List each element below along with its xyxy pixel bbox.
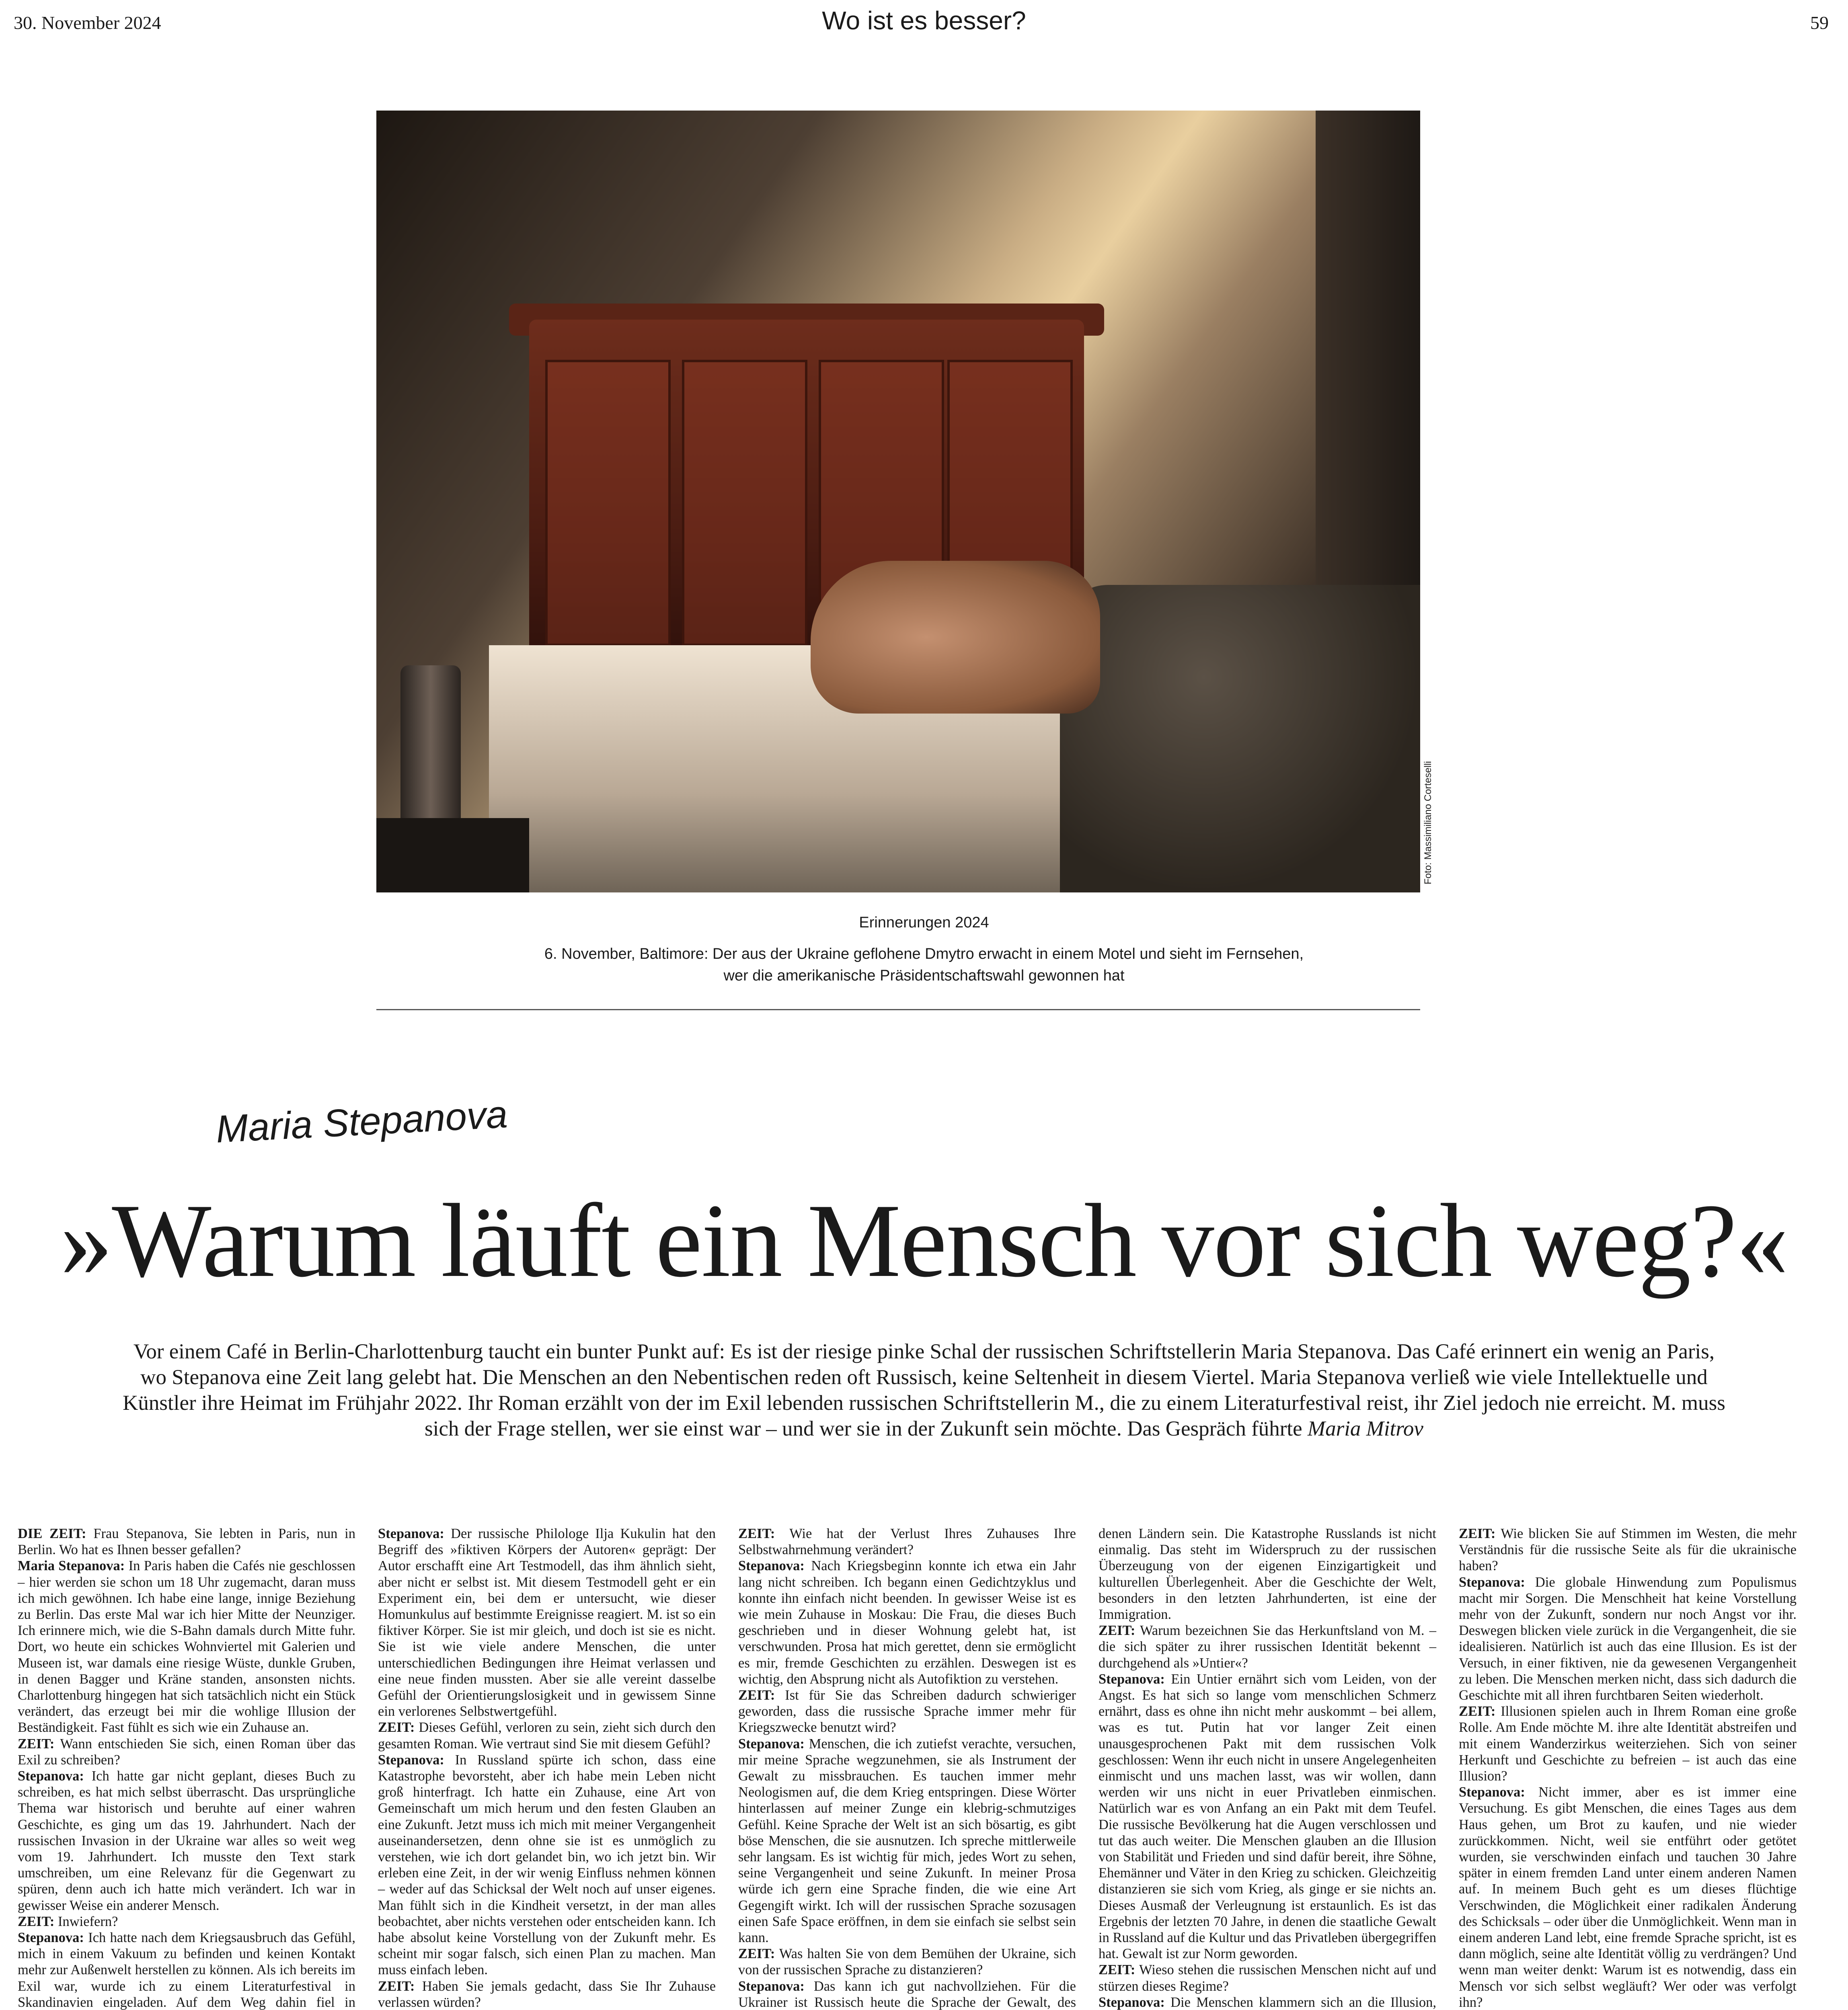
paragraph-text: Nach Kriegsbeginn konnte ich etwa ein Jahr lang nicht schreiben. Ich begann einen Gedichtzyklus und konnte ihn einfach nicht beenden. In gewisser Weise ist es wie mein Zuhause in Moskau: Die Frau, die dieses Buch geschrieben und in dieser Wohnung gelebt hat, ist verschwunden. Prosa hat mich gerettet, denn sie ermöglicht es mir, fremde Geschichten zu erzählen. Deswegen ist es wichtig, den Absprung nicht als Autofiktion zu verstehen. (738, 1558, 1076, 1687)
paragraph-text: Was halten Sie von dem Bemühen der Ukraine, sich von der russischen Sprache zu distanzieren? (738, 1946, 1076, 1978)
interview-paragraph (1099, 1671, 1436, 1962)
author-name: Maria Stepanova (215, 1093, 509, 1151)
paragraph-text: Inwiefern? (58, 1914, 118, 1929)
paragraph-text: Ein Untier ernährt sich vom Leiden, von der Angst. Es hat sich so lange vom menschlichen Schmerz ernährt, dass es ohne ihn nicht mehr auskommt – bei allem, was es tut. Putin hat vor langer Zeit einen unausgesprochenen Pakt mit dem russischen Volk geschlossen: Wenn ihr euch nicht in unsere Angelegenheiten einmischt und uns machen lasst, was wir wollen, dann werden wir uns nicht in euer Privatleben einmischen. Natürlich war es von Anfang an ein Pakt mit dem Teufel. Die russische Bevölkerung hat die Augen verschlossen und tut das auch weiter. Die Menschen glauben an die Illusion von Stabilität und Frieden und sind dafür bereit, ihre Söhne, Ehemänner und Väter in den Krieg zu schicken. Gleichzeitig distanzieren sie sich vom Krieg, als ginge er sie nichts an. Dieses Ausmaß der Verleugnung ist erstaunlich. Es ist das Ergebnis der letzten 70 Jahre, in denen die staatliche Gewalt in Russland auf die Kultur und das Privatleben übergegriffen hat. Gewalt ist zur Norm geworden. (1099, 1671, 1437, 1962)
speaker-label: ZEIT: (1459, 1526, 1496, 1541)
interview-paragraph (738, 1687, 1076, 1736)
issue-date: 30. November 2024 (14, 12, 161, 33)
speaker-label: ZEIT: (378, 1720, 415, 1735)
speaker-label: Stepanova: (18, 1930, 84, 1946)
text-column (1459, 1526, 1797, 2010)
photo-nightstand (376, 818, 529, 892)
paragraph-text: Illusionen spielen auch in Ihrem Roman eine große Rolle. Am Ende möchte M. ihre alte Identität abstreifen und mit einem Wanderzirkus weiterziehen. Sich von seiner Herkunft und Geschichte zu befreien – ist auch das eine Illusion? (1459, 1704, 1797, 1784)
text-column (738, 1526, 1076, 2010)
paragraph-text: In Paris haben die Cafés nie geschlossen – hier werden sie schon um 18 Uhr zugemacht, daran muss ich mich gewöhnen. Ich habe eine lange, innige Beziehung zu Berlin. Das erste Mal war ich hier Mitte der Neunziger. Ich erinnere mich, wie die S-Bahn damals durch Mitte fuhr. Dort, wo heute ein schickes Wohnviertel mit Galerien und Museen ist, war damals eine riesige Wüste, dunkle Gruben, in denen Bagger und Kräne standen, ansonsten nichts. Charlottenburg hingegen hat sich tatsächlich nicht ein Stück verändert, das erzeugt bei mir die wohlige Illusion der Beständigkeit. Fast fühlt es sich wie ein Zuhause an. (18, 1558, 356, 1735)
speaker-label: ZEIT: (738, 1946, 775, 1962)
speaker-label: Stepanova: (378, 1752, 444, 1768)
speaker-label: Stepanova: (1099, 1994, 1165, 2010)
speaker-label: Stepanova: (738, 1736, 805, 1752)
paragraph-text: Nicht immer, aber es ist immer eine Versuchung. Es gibt Menschen, die eines Tages aus dem Haus gehen, um Brot zu kaufen, und nie wieder zurückkommen. Nicht, weil sie entführt oder getötet wurden, sie verschwinden einfach und tauchen 30 Jahre später in einem fremden Land unter einem anderen Namen auf. In meinem Buch geht es um dieses flüchtige Verschwinden, die Möglichkeit einer radikalen Änderung des Schicksals – oder über die Unmöglichkeit. Wenn man in einem anderen Land lebt, eine fremde Sprache spricht, ist es dann möglich, seine alte Identität völlig zu verdrängen? Und wenn man weiter denkt: Warum ist es notwendig, dass ein Mensch vor sich selbst wegläuft? Wer oder was verfolgt ihn? (1459, 1784, 1797, 2010)
interview-paragraph (1459, 1526, 1797, 1574)
page-number: 59 (1810, 12, 1829, 33)
speaker-label: ZEIT: (1099, 1962, 1135, 1978)
intro-byline: Maria Mitrov (1307, 1417, 1423, 1440)
paragraph-text: Die Menschen klammern sich an die Illusion, (1170, 1994, 1437, 2010)
speaker-label: Stepanova: (18, 1768, 84, 1784)
paragraph-text: Wann entschieden Sie sich, einen Roman über das Exil zu schreiben? (18, 1736, 355, 1768)
interview-paragraph (18, 1736, 355, 1768)
paragraph-text: Der russische Philologe Ilja Kukulin hat den Begriff des »fiktiven Körpers der Autoren« geprägt: Der Autor erschafft eine Art Testmodell, das ihm ähnlich sieht, aber nicht er selbst ist. Mit diesem Testmodell geht er ein Experiment ein, bei dem er untersucht, wie dieser Homunkulus auf bestimmte Ereignisse reagiert. M. ist so ein fiktiver Körper. Sie ist mir gleich, und doch ist sie es nicht. Sie ist wie viele andere Menschen, die unter unterschiedlichen Bedingungen ihre Heimat verlassen und eine neue finden mussten. Aber sie alle vereint dasselbe Gefühl der Orientierungslosigkeit und in gewissem Sinne ein verlorenes Selbstwertgefühl. (378, 1526, 716, 1719)
interview-paragraph (1099, 1622, 1436, 1671)
interview-paragraph (1099, 1526, 1436, 1622)
speaker-label: ZEIT: (1099, 1623, 1135, 1639)
speaker-label: ZEIT: (18, 1736, 55, 1752)
interview-paragraph (1459, 1703, 1797, 1784)
speaker-label: ZEIT: (738, 1688, 775, 1703)
photo-person (811, 561, 1100, 714)
interview-paragraph (1459, 1784, 1797, 2010)
speaker-label: Stepanova: (378, 1526, 444, 1541)
caption-kicker: Erinnerungen 2024 (859, 914, 989, 931)
paragraph-text: Warum bezeichnen Sie das Herkunftsland von M. – die sich später zu ihrer russischen Identität bekennt – durchgehend als »Untier«? (1099, 1623, 1436, 1671)
interview-paragraph (1099, 1994, 1436, 2010)
interview-paragraph (738, 1736, 1076, 1946)
photo-blanket (1060, 585, 1420, 892)
intro-text (121, 1339, 1727, 1442)
interview-paragraph (378, 1526, 716, 1719)
speaker-label: Stepanova: (738, 1978, 805, 1994)
photo-headboard-panel (682, 360, 807, 646)
speaker-label: ZEIT: (18, 1914, 55, 1929)
speaker-label: ZEIT: (1459, 1704, 1496, 1719)
intro-body: Vor einem Café in Berlin-Charlottenburg taucht ein bunter Punkt auf: Es ist der riesige pinke Schal der russischen Schriftstellerin Maria Stepanova. Das Café erinnert ein wenig an Paris, wo Stepanova eine Zeit lang gelebt hat. Die Menschen an den Nebentischen reden oft Russisch, keine Seltenheit in diesem Viertel. Maria Stepanova verließ wie viele Intellektuelle und Künstler ihre Heimat im Frühjahr 2022. Ihr Roman erzählt von der im Exil lebenden russischen Schriftstellerin M., die zu einem Literaturfestival reist, ihr Ziel jedoch nie erreicht. M. muss sich der Frage stellen, wer sie einst war – und wer sie in der Zukunft sein möchte. Das Gespräch führte (123, 1340, 1725, 1440)
interview-paragraph (1459, 1574, 1797, 1704)
speaker-label: Stepanova: (1099, 1671, 1165, 1687)
section-title: Wo ist es besser? (822, 6, 1026, 35)
caption-line: wer die amerikanische Präsidentschaftswahl gewonnen hat (723, 967, 1125, 984)
text-column (18, 1526, 355, 2010)
paragraph-text: Ich hatte nach dem Kriegsausbruch das Gefühl, mich in einem Vakuum zu befinden und keinen Kontakt mehr zur Außenwelt herstellen zu können. Als ich bereits im Exil war, wurde ich zu einem Literaturfestival in Skandinavien eingeladen. Auf dem Weg dahin fiel in (18, 1930, 355, 2010)
interview-paragraph (738, 1946, 1076, 1978)
interview-paragraph (18, 1768, 355, 1914)
photo-credit: Foto: Massimiliano Corteselli (1423, 761, 1433, 884)
paragraph-text: Dieses Gefühl, verloren zu sein, zieht sich durch den gesamten Roman. Wie vertraut sind Sie mit diesem Gefühl? (378, 1720, 716, 1752)
speaker-label: Stepanova: (1459, 1574, 1525, 1590)
interview-paragraph (18, 1526, 355, 1558)
interview-paragraph (378, 1719, 716, 1752)
interview-paragraph (378, 1752, 716, 1978)
paragraph-text: Menschen, die ich zutiefst verachte, versuchen, mir meine Sprache wegzunehmen, sie als Instrument der Gewalt zu missbrauchen. Es tauchen immer mehr Neologismen auf, die dem Krieg entspringen. Diese Wörter hinterlassen auf meiner Zunge ein klebrig-schmutziges Gefühl. Keine Sprache der Welt ist an sich bösartig, es gibt böse Menschen, die sie ausnutzen. Ich spreche mittlerweile sehr langsam. Es ist wichtig für mich, jedes Wort zu sehen, seine Vergangenheit und seine Zukunft. In meiner Prosa würde ich gern eine Sprache finden, die wie eine Art Gegengift wirkt. Ich will der russischen Sprache sozusagen einen Safe Space eröffnen, in dem sie einfach sie selbst sein kann. (738, 1736, 1076, 1946)
speaker-label: ZEIT: (738, 1526, 775, 1541)
headline: »Warum läuft ein Mensch vor sich weg?« (60, 1182, 1788, 1299)
photo-cup (400, 665, 461, 834)
speaker-label: ZEIT: (378, 1978, 415, 1994)
caption-line: 6. November, Baltimore: Der aus der Ukraine geflohene Dmytro erwacht in einem Motel und sieht im Fernsehen, (544, 946, 1304, 962)
text-column (378, 1526, 716, 2010)
text-column (1099, 1526, 1436, 2010)
paragraph-text: Ist für Sie das Schreiben dadurch schwieriger geworden, dass die russische Sprache immer mehr für Kriegszwecke benutzt wird? (738, 1688, 1076, 1735)
paragraph-text: Frau Stepanova, Sie lebten in Paris, nun in Berlin. Wo hat es Ihnen besser gefallen? (18, 1526, 355, 1558)
interview-paragraph (738, 1526, 1076, 1558)
paragraph-text: Haben Sie jemals gedacht, dass Sie Ihr Zuhause verlassen würden? (378, 1978, 716, 2010)
paragraph-text: In Russland spürte ich schon, dass eine Katastrophe bevorsteht, aber ich habe mein Leben nicht groß hinterfragt. Ich hatte ein Zuhause, eine Art von Gemeinschaft um mich herum und den festen Glauben an eine Zukunft. Jetzt muss ich mich mit meiner Vergangenheit auseinandersetzen, denn ohne sie ist es unmöglich zu verstehen, wie ich dort gelandet bin, wo ich jetzt bin. Wir erleben eine Zeit, in der wir wenig Einfluss nehmen können – weder auf das Schicksal der Welt noch auf unser eigenes. Man fühlt sich in die Kindheit versetzt, in der man alles beobachtet, aber nichts verstehen oder entscheiden kann. Ich habe absolut keine Vorstellung von der Zukunft mehr. Es scheint mir sogar falsch, sich einen Plan zu machen. Man muss einfach leben. (378, 1752, 716, 1978)
interview-paragraph (18, 1558, 355, 1735)
paragraph-text: Das kann ich gut nachvollziehen. Für die Ukrainer ist Russisch heute die Sprache der Gewalt, des (738, 1978, 1076, 2010)
paragraph-text: Wie hat der Verlust Ihres Zuhauses Ihre Selbstwahrnehmung verändert? (738, 1526, 1076, 1558)
interview-paragraph (738, 1978, 1076, 2010)
paragraph-text: Wie blicken Sie auf Stimmen im Westen, die mehr Verständnis für die russische Seite als für die ukrainische haben? (1459, 1526, 1797, 1574)
interview-paragraph (18, 1930, 355, 2010)
interview-paragraph (18, 1914, 355, 1930)
interview-paragraph (378, 1978, 716, 2010)
paragraph-text: Wieso stehen die russischen Menschen nicht auf und stürzen dieses Regime? (1099, 1962, 1436, 1994)
speaker-label: Stepanova: (738, 1558, 805, 1574)
caption-divider (376, 1009, 1420, 1010)
interview-paragraph (1099, 1962, 1436, 1994)
paragraph-text: Die globale Hinwendung zum Populismus macht mir Sorgen. Die Menschheit hat keine Vorstellung mehr von der Zukunft, sondern nur noch Angst vor ihr. Deswegen blicken viele zurück in die Vergangenheit, die sie idealisieren. Natürlich ist auch das eine Illusion. Es ist der Versuch, in einer fiktiven, nie da gewesenen Vergangenheit zu leben. Die Menschen merken nicht, dass sich dadurch die Geschichte mit all ihren furchtbaren Seiten wiederholt. (1459, 1574, 1797, 1703)
speaker-label: Maria Stepanova: (18, 1558, 125, 1574)
article-photo (376, 111, 1420, 892)
photo-headboard-panel (545, 360, 671, 646)
speaker-label: Stepanova: (1459, 1784, 1525, 1800)
paragraph-text: denen Ländern sein. Die Katastrophe Russlands ist nicht einmalig. Das steht im Widerspruch zu der russischen Überzeugung von der eigenen Einzigartigkeit und kulturellen Überlegenheit. Aber die Geschichte der Welt, besonders in den letzten Jahrhunderten, ist eine der Immigration. (1099, 1526, 1436, 1622)
speaker-label: DIE ZEIT: (18, 1526, 86, 1541)
paragraph-text: Ich hatte gar nicht geplant, dieses Buch zu schreiben, es hat mich selbst überrascht. Das ursprüngliche Thema war historisch und beruhte auf einer wahren Geschichte, es ging um das 19. Jahrhundert. Nach der russischen Invasion in der Ukraine war alles so weit weg vom 19. Jahrhundert. Ich musste den Text stark umschreiben, um eine Relevanz für die Gegenwart zu spüren, denn auch ich hatte mich verändert. Ich war in gewisser Weise ein anderer Mensch. (18, 1768, 355, 1913)
interview-paragraph (738, 1558, 1076, 1687)
